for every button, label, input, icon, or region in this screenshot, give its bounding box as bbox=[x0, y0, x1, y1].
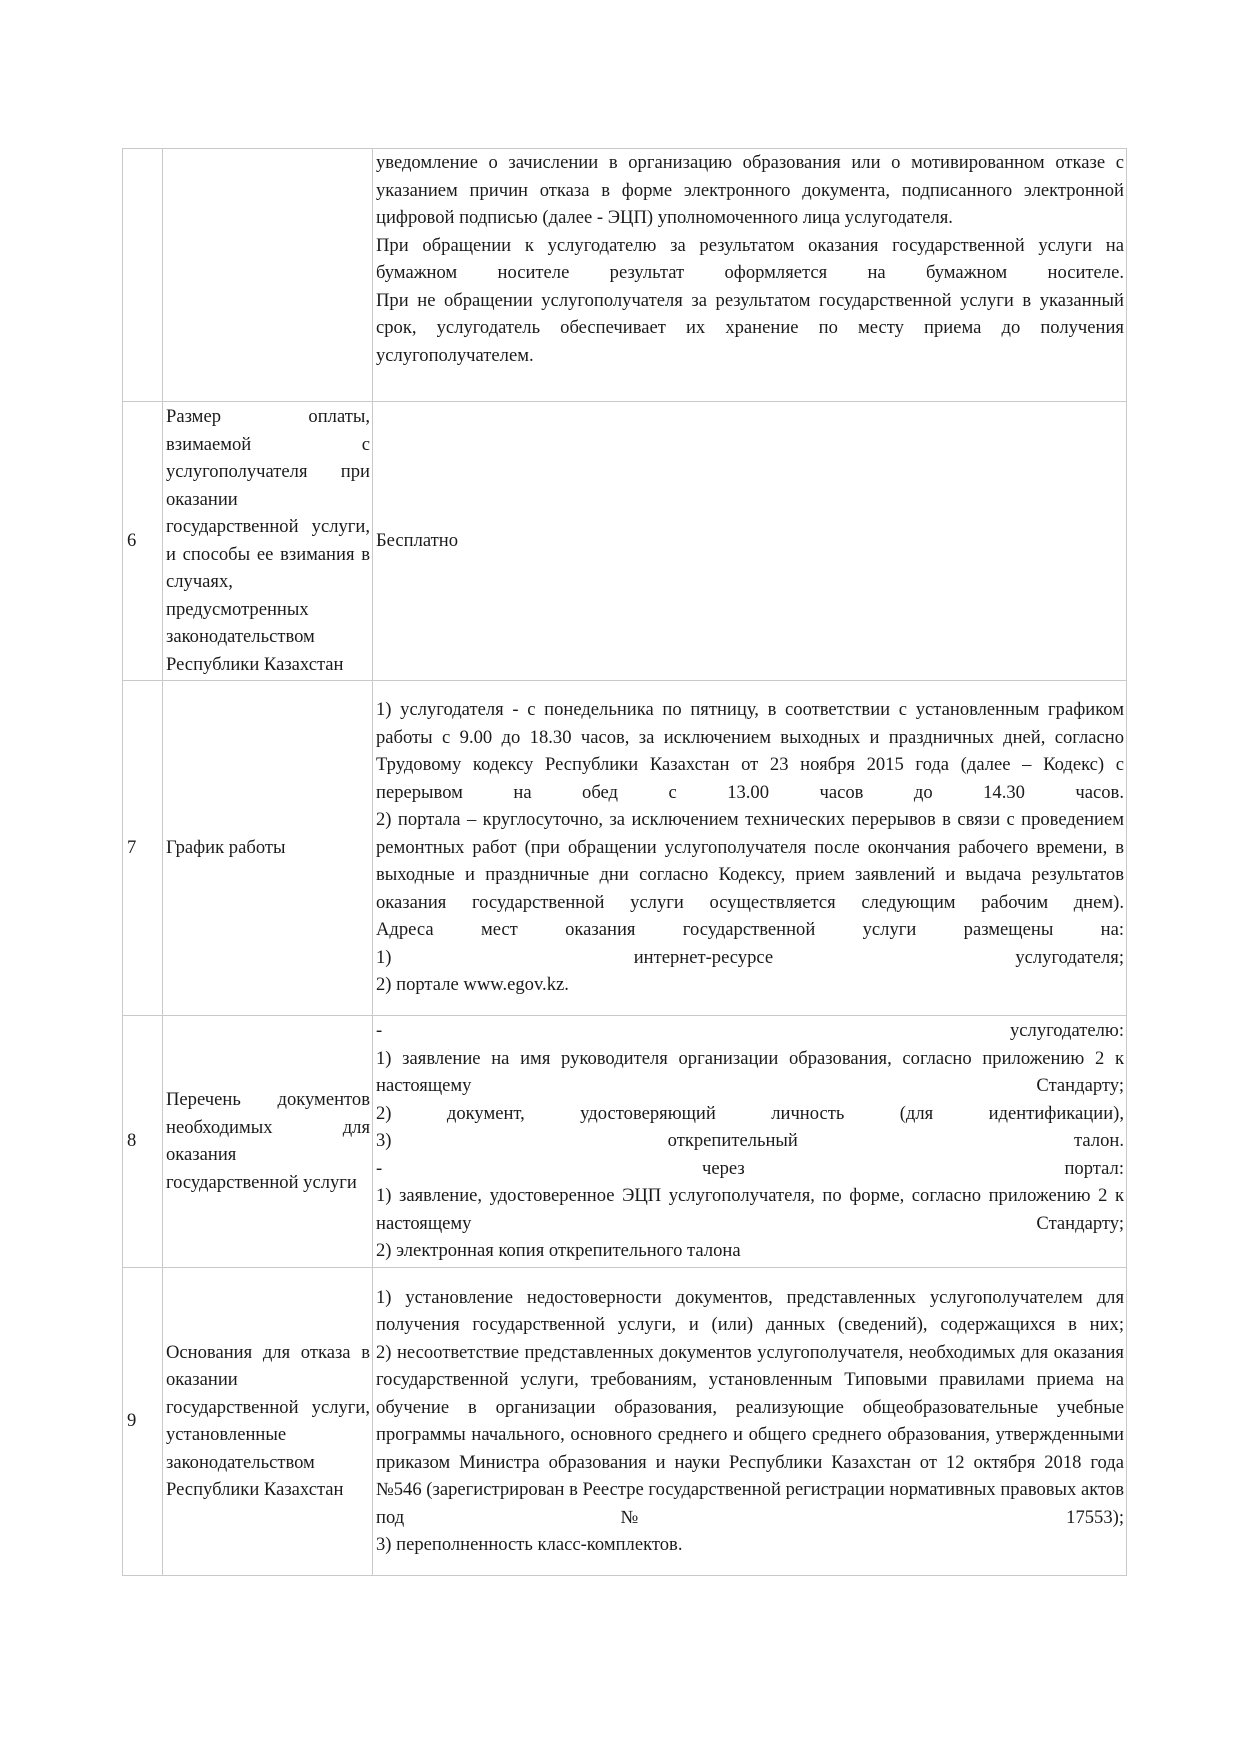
row-parameter bbox=[163, 1016, 373, 1268]
value-paragraph: Бесплатно bbox=[376, 529, 459, 551]
value-paragraph: 2) электронная копия открепительного талона bbox=[376, 1240, 741, 1262]
value-paragraph: 2) документ, удостоверяющий личность (для идентификации), bbox=[376, 1102, 1124, 1124]
row-number: 8 bbox=[123, 1016, 163, 1268]
row-number: 7 bbox=[123, 681, 163, 1016]
parameter-text: Размер оплаты, взимаемой с услугополучателя при оказании государственной услуги, и способы ее взимания в случаях, предусмотренных законодательством Республики Казахстан bbox=[166, 406, 370, 675]
value-paragraph: - через портал: bbox=[376, 1157, 1124, 1179]
table-row bbox=[123, 1016, 1127, 1268]
value-paragraph: 3) переполненность класс-комплектов. bbox=[376, 1534, 683, 1555]
value-paragraph: При не обращении услугополучателя за результатом государственной услуги в указанный срок, услугодатель обеспечивает их хранение по месту приема до получения услугополучателем. bbox=[376, 289, 1124, 366]
parameter-text: График работы bbox=[166, 836, 286, 858]
table-row bbox=[123, 681, 1127, 1016]
row-number: 9 bbox=[123, 1268, 163, 1576]
value-paragraph: 1) установление недостоверности документов, представленных услугополучателем для получения государственной услуги, и (или) данных (сведений), содержащихся в них; bbox=[376, 1286, 1124, 1335]
value-paragraph: - услугодателю: bbox=[376, 1020, 1124, 1042]
value-paragraph: 2) несоответствие представленных документов услугополучателя, необходимых для оказания государственной услуги, требованиям, установленным Типовыми правилами приема на обучение в организации образования, реализующие общеобразовательные учебные программы начального, основного среднего и общего среднего образования, утвержденными приказом Министра образования и науки Республики Казахстан от 12 октября 2018 года №546 (зарегистрирован в Реестре государственной регистрации нормативных правовых актов под № 17553); bbox=[376, 1341, 1124, 1528]
parameter-text: Перечень документов необходимых для оказания государственной услуги bbox=[166, 1089, 370, 1193]
value-paragraph: 3) открепительный талон. bbox=[376, 1130, 1124, 1152]
row-value bbox=[373, 681, 1127, 1016]
row-value bbox=[373, 149, 1127, 402]
table-body bbox=[123, 149, 1127, 1576]
table-row bbox=[123, 402, 1127, 681]
value-paragraph: 1) заявление, удостоверенное ЭЦП услугополучателя, по форме, согласно приложению 2 к настоящему Стандарту; bbox=[376, 1185, 1124, 1234]
value-paragraph: уведомление о зачислении в организацию образования или о мотивированном отказе с указанием причин отказа в форме электронного документа, подписанного электронной цифровой подписью (далее - ЭЦП) уполномоченного лица услугодателя. bbox=[376, 152, 1124, 228]
value-paragraph: 2) портале www.egov.kz. bbox=[376, 974, 569, 996]
row-parameter bbox=[163, 1268, 373, 1576]
value-paragraph: 1) услугодателя - с понедельника по пятницу, в соответствии с установленным графиком работы с 9.00 до 18.30 часов, за исключением выходных и праздничных дней, согласно Трудовому кодексу Республики Казахстан от 23 ноября 2015 года (далее – Кодекс) с перерывом на обед с 13.00 часов до 14.30 часов. bbox=[376, 699, 1124, 803]
value-paragraph: При обращении к услугодателю за результатом оказания государственной услуги на бумажном носителе результат оформляется на бумажном носителе. bbox=[376, 234, 1124, 283]
row-parameter bbox=[163, 681, 373, 1016]
row-number bbox=[123, 149, 163, 402]
value-paragraph: 1) заявление на имя руководителя организации образования, согласно приложению 2 к настоящему Стандарту; bbox=[376, 1047, 1124, 1097]
table-row bbox=[123, 1268, 1127, 1576]
row-parameter bbox=[163, 149, 373, 402]
table-row bbox=[123, 149, 1127, 402]
value-paragraph: 1) интернет-ресурсе услугодателя; bbox=[376, 946, 1124, 968]
parameter-text: Основания для отказа в оказании государственной услуги, установленные законодательством Республики Казахстан bbox=[166, 1341, 370, 1500]
row-value bbox=[373, 1016, 1127, 1268]
row-number: 6 bbox=[123, 402, 163, 681]
value-paragraph: Адреса мест оказания государственной услуги размещены на: bbox=[376, 919, 1124, 941]
value-paragraph: 2) портала – круглосуточно, за исключением технических перерывов в связи с проведением ремонтных работ (при обращении услугополучателя после окончания рабочего времени, в выходные и праздничные дни согласно Кодексу, прием заявлений и выдача результатов оказания государственной услуги осуществляется следующим рабочим днем). bbox=[376, 809, 1124, 913]
standard-table bbox=[122, 148, 1127, 1576]
row-value bbox=[373, 1268, 1127, 1576]
row-value bbox=[373, 402, 1127, 681]
row-parameter bbox=[163, 402, 373, 681]
